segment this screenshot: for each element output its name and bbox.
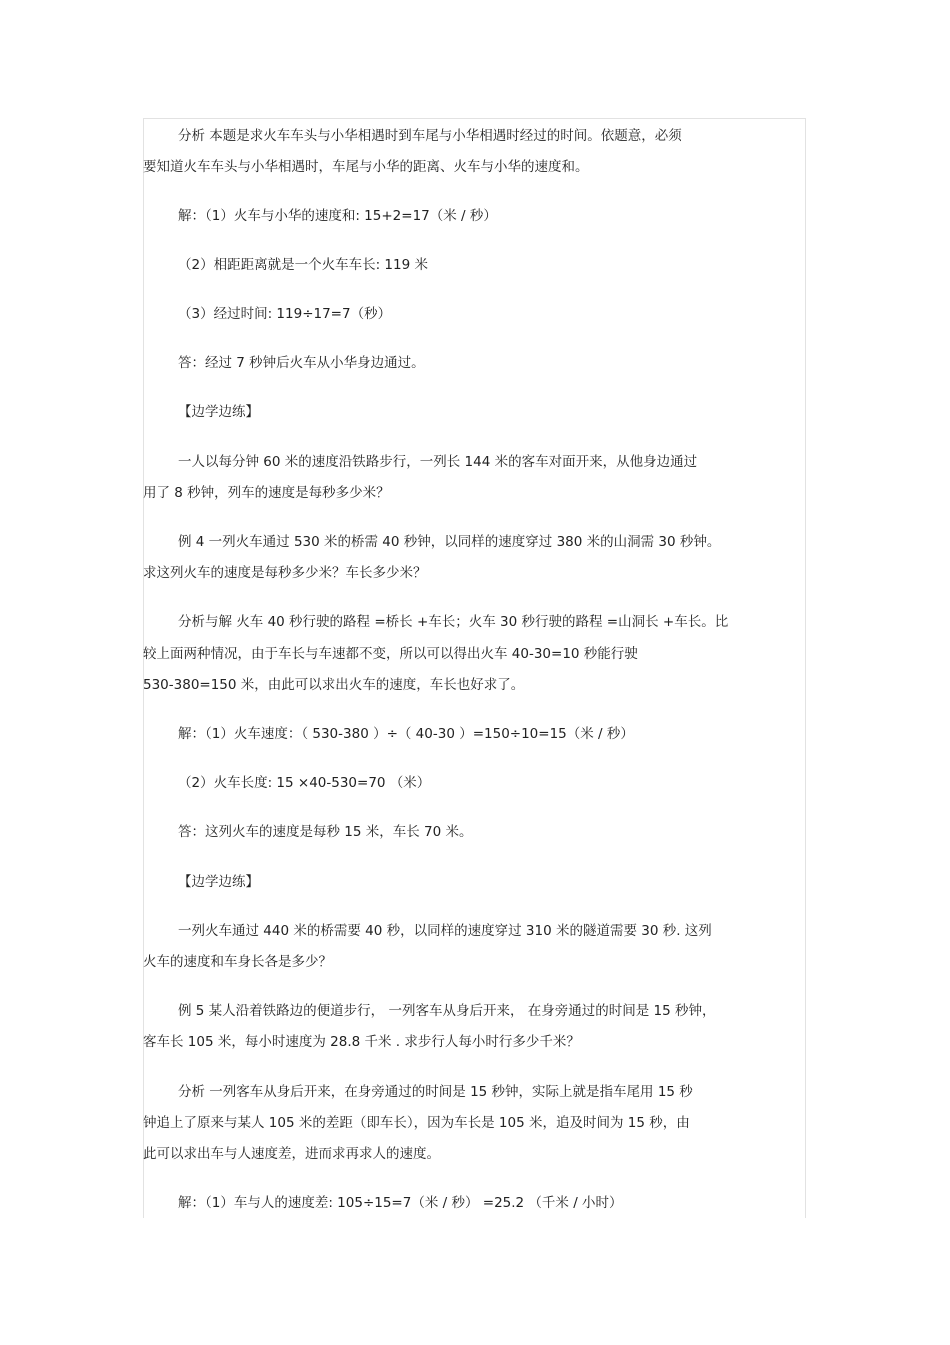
practice-heading-2: 【边学边练】 — [178, 874, 259, 890]
example-4-line-1: 例 4 一列火车通过 530 米的桥需 40 秒钟，以同样的速度穿过 380 米的山洞需 30 秒钟。 — [178, 534, 721, 550]
answer-4: 答：这列火车的速度是每秒 15 米，车长 70 米。 — [178, 824, 473, 840]
analysis-4-line-1: 分析与解 火车 40 秒行驶的路程 =桥长 +车长；火车 30 秒行驶的路程 =山洞长 +车长。比 — [178, 614, 729, 630]
analysis-4-line-3: 530-380=150 米，由此可以求出火车的速度，车长也好求了。 — [143, 677, 525, 693]
solution-5-step-1: 解：（1）车与人的速度差: 105÷15=7（米 / 秒） =25.2 （千米 / 小时） — [178, 1195, 623, 1211]
practice-heading-1: 【边学边练】 — [178, 404, 259, 420]
analysis-5-line-2: 钟追上了原来与某人 105 米的差距（即车长），因为车长是 105 米，追及时间为 15 秒，由 — [143, 1115, 690, 1131]
example-4-line-2: 求这列火车的速度是每秒多少米？车长多少米？ — [143, 565, 427, 581]
practice-2-line-1: 一列火车通过 440 米的桥需要 40 秒，以同样的速度穿过 310 米的隧道需要 30 秒. 这列 — [178, 923, 712, 939]
example-5-line-2: 客车长 105 米，每小时速度为 28.8 千米 . 求步行人每小时行多少千米？ — [143, 1034, 580, 1050]
answer-1: 答：经过 7 秒钟后火车从小华身边通过。 — [178, 355, 425, 371]
analysis-1-line-1: 分析 本题是求火车车头与小华相遇时到车尾与小华相遇时经过的时间。依题意，必须 — [178, 128, 682, 144]
page-frame — [143, 118, 806, 1218]
practice-1-line-1: 一人以每分钟 60 米的速度沿铁路步行，一列长 144 米的客车对面开来，从他身边通过 — [178, 454, 698, 470]
solution-4-step-1: 解：（1）火车速度：（ 530-380 ）÷（ 40-30 ）=150÷10=15（米 / 秒） — [178, 726, 634, 742]
analysis-5-line-1: 分析 一列客车从身后开来，在身旁通过的时间是 15 秒钟，实际上就是指车尾用 15 秒 — [178, 1084, 693, 1100]
solution-4-step-2: （2）火车长度: 15 ×40-530=70 （米） — [178, 775, 431, 791]
solution-1-step-3: （3）经过时间: 119÷17=7（秒） — [178, 306, 392, 322]
practice-1-line-2: 用了 8 秒钟，列车的速度是每秒多少米？ — [143, 485, 390, 501]
solution-1-step-1: 解：（1）火车与小华的速度和: 15+2=17（米 / 秒） — [178, 208, 497, 224]
practice-2-line-2: 火车的速度和车身长各是多少？ — [143, 954, 332, 970]
analysis-5-line-3: 此可以求出车与人速度差，进而求再求人的速度。 — [143, 1146, 440, 1162]
example-5-line-1: 例 5 某人沿着铁路边的便道步行， 一列客车从身后开来， 在身旁通过的时间是 15 秒钟， — [178, 1003, 716, 1019]
analysis-4-line-2: 较上面两种情况，由于车长与车速都不变，所以可以得出火车 40-30=10 秒能行驶 — [143, 646, 638, 662]
analysis-1-line-2: 要知道火车车头与小华相遇时，车尾与小华的距离、火车与小华的速度和。 — [143, 159, 589, 175]
solution-1-step-2: （2）相距距离就是一个火车车长: 119 米 — [178, 257, 428, 273]
